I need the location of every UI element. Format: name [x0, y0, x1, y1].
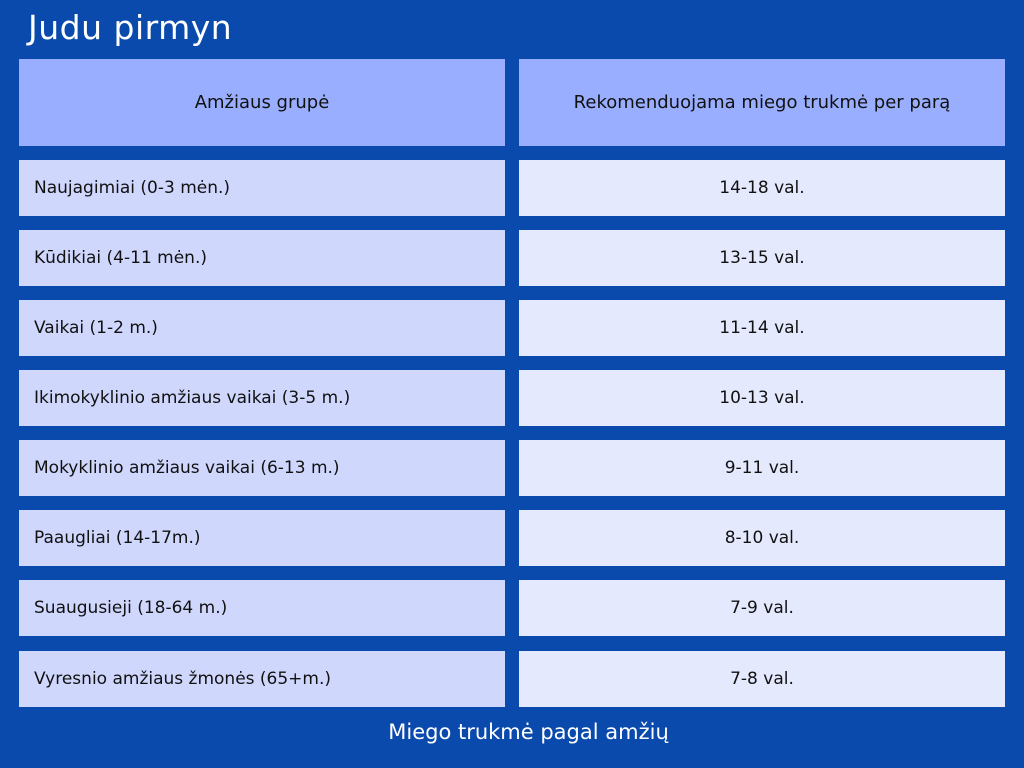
duration-cell: 8-10 val.	[519, 510, 1005, 566]
duration-cell: 10-13 val.	[519, 370, 1005, 426]
table-row	[19, 300, 1005, 356]
duration-cell: 9-11 val.	[519, 440, 1005, 496]
duration-cell: 14-18 val.	[519, 160, 1005, 216]
age-group-cell: Mokyklinio amžiaus vaikai (6-13 m.)	[19, 440, 505, 496]
page-title: Judu pirmyn	[28, 8, 233, 47]
header-age-group: Amžiaus grupė	[19, 59, 505, 146]
table-row	[19, 370, 1005, 426]
table-row	[19, 510, 1005, 566]
age-group-cell: Vyresnio amžiaus žmonės (65+m.)	[19, 651, 505, 707]
age-group-cell: Kūdikiai (4-11 mėn.)	[19, 230, 505, 286]
table-row	[19, 440, 1005, 496]
age-group-cell: Vaikai (1-2 m.)	[19, 300, 505, 356]
duration-cell: 11-14 val.	[519, 300, 1005, 356]
age-group-cell: Naujagimiai (0-3 mėn.)	[19, 160, 505, 216]
table-row	[19, 230, 1005, 286]
header-sleep-duration: Rekomenduojama miego trukmė per parą	[519, 59, 1005, 146]
age-group-cell: Ikimokyklinio amžiaus vaikai (3-5 m.)	[19, 370, 505, 426]
duration-cell: 7-8 val.	[519, 651, 1005, 707]
table-row	[19, 160, 1005, 216]
age-group-cell: Suaugusieji (18-64 m.)	[19, 580, 505, 636]
table-row	[19, 580, 1005, 636]
duration-cell: 13-15 val.	[519, 230, 1005, 286]
age-group-cell: Paaugliai (14-17m.)	[19, 510, 505, 566]
duration-cell: 7-9 val.	[519, 580, 1005, 636]
table-row	[19, 651, 1005, 707]
table-caption: Miego trukmė pagal amžių	[388, 720, 669, 744]
